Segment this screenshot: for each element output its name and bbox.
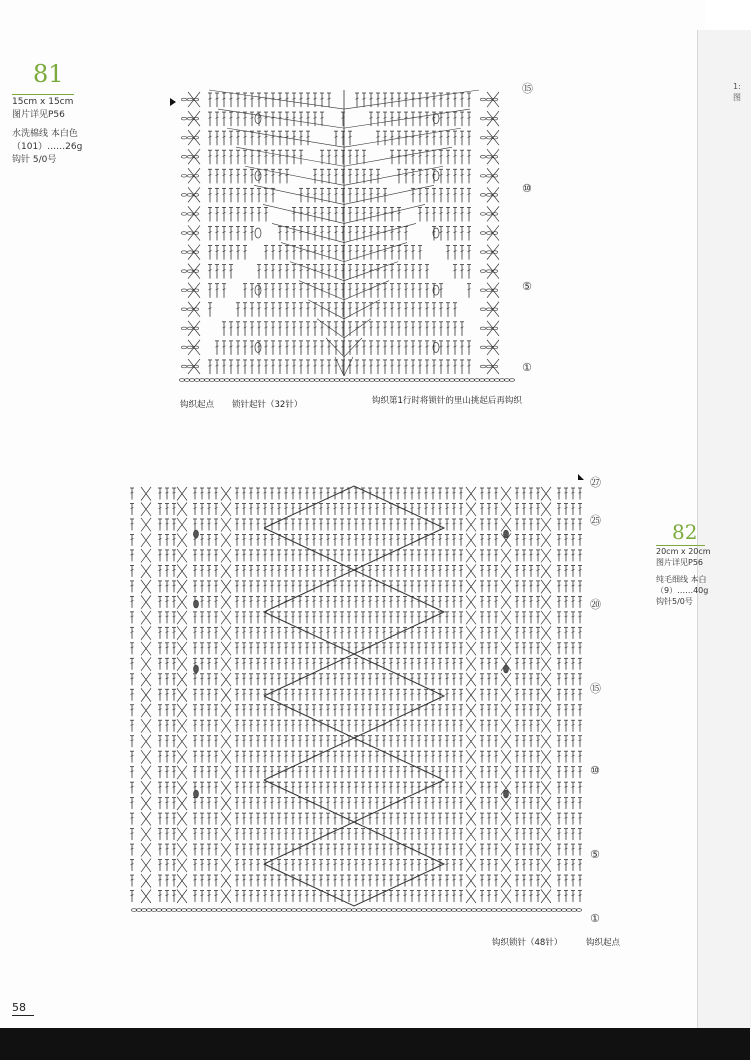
chain-mark — [141, 909, 146, 912]
chain-mark — [439, 379, 444, 382]
chain-mark — [146, 909, 151, 912]
chain-mark — [526, 909, 531, 912]
chain-mark — [261, 909, 266, 912]
branch-line — [263, 204, 344, 223]
chain-mark — [187, 175, 192, 178]
chain-mark — [404, 379, 409, 382]
pattern-81-yarn: 水洗棉线 本白色 — [12, 129, 78, 139]
chain-mark — [181, 308, 186, 311]
chain-mark — [571, 909, 576, 912]
chain-mark — [181, 232, 186, 235]
chain-mark — [181, 117, 186, 120]
chain-mark — [480, 155, 485, 158]
chain-mark — [221, 909, 226, 912]
row-marker-81-15: ⑮ — [522, 82, 533, 95]
chain-mark — [274, 379, 279, 382]
chain-mark — [176, 909, 181, 912]
chain-mark — [486, 194, 491, 197]
chain-mark — [187, 155, 192, 158]
chain-mark — [239, 379, 244, 382]
chain-mark — [406, 909, 411, 912]
chain-mark — [319, 379, 324, 382]
chain-mark — [231, 909, 236, 912]
chain-mark — [181, 175, 186, 178]
chain-mark — [376, 909, 381, 912]
chain-mark — [181, 251, 186, 254]
chain-mark — [469, 379, 474, 382]
chain-mark — [256, 909, 261, 912]
chain-mark — [426, 909, 431, 912]
chain-mark — [234, 379, 239, 382]
chain-mark — [187, 308, 192, 311]
chain-mark — [364, 379, 369, 382]
chain-mark — [271, 909, 276, 912]
chain-mark — [414, 379, 419, 382]
chain-mark — [531, 909, 536, 912]
chain-mark — [187, 251, 192, 254]
chain-mark — [219, 379, 224, 382]
chain-mark — [486, 213, 491, 216]
chain-mark — [216, 909, 221, 912]
chain-mark — [187, 346, 192, 349]
chain-mark — [541, 909, 546, 912]
chain-mark — [479, 379, 484, 382]
chain-mark — [444, 379, 449, 382]
chain-mark — [536, 909, 541, 912]
chain-mark — [379, 379, 384, 382]
chain-mark — [166, 909, 171, 912]
chain-mark — [281, 909, 286, 912]
pattern-81-note: 钩织第1行时将锁针的里山挑起后再钩织 — [372, 396, 522, 406]
chain-mark — [339, 379, 344, 382]
chain-mark — [204, 379, 209, 382]
chain-mark — [421, 909, 426, 912]
pattern-81-size: 15cm x 15cm — [12, 97, 74, 107]
chain-mark — [476, 909, 481, 912]
chain-mark — [499, 379, 504, 382]
chain-mark — [480, 98, 485, 101]
chain-mark — [211, 909, 216, 912]
chain-mark — [486, 346, 491, 349]
chain-mark — [374, 379, 379, 382]
chain-mark — [361, 909, 366, 912]
chain-mark — [399, 379, 404, 382]
chain-mark — [187, 117, 192, 120]
chain-mark — [241, 909, 246, 912]
chain-mark — [187, 98, 192, 101]
chain-mark — [576, 909, 581, 912]
chain-mark — [556, 909, 561, 912]
chain-mark — [371, 909, 376, 912]
chain-mark — [196, 909, 201, 912]
chain-mark — [384, 379, 389, 382]
bobble-mark — [255, 342, 261, 352]
pattern-81-number: 81 — [33, 60, 64, 88]
chain-mark — [454, 379, 459, 382]
chain-mark — [401, 909, 406, 912]
chain-mark — [279, 379, 284, 382]
chain-mark — [249, 379, 254, 382]
pattern-81-rule — [12, 94, 74, 95]
chain-mark — [344, 379, 349, 382]
chain-mark — [486, 365, 491, 368]
chain-mark — [566, 909, 571, 912]
chain-mark — [171, 909, 176, 912]
chain-mark — [276, 909, 281, 912]
chain-mark — [369, 379, 374, 382]
chain-mark — [486, 155, 491, 158]
chain-mark — [480, 136, 485, 139]
chain-mark — [459, 379, 464, 382]
chain-mark — [389, 379, 394, 382]
chain-mark — [291, 909, 296, 912]
chain-mark — [181, 346, 186, 349]
chain-mark — [236, 909, 241, 912]
chain-mark — [386, 909, 391, 912]
chain-mark — [429, 379, 434, 382]
chain-mark — [381, 909, 386, 912]
chain-mark — [486, 117, 491, 120]
branch-line — [344, 128, 461, 147]
chain-mark — [161, 909, 166, 912]
chain-mark — [489, 379, 494, 382]
chain-mark — [486, 289, 491, 292]
chain-mark — [136, 909, 141, 912]
start-arrow — [170, 98, 176, 106]
chain-mark — [484, 379, 489, 382]
chain-mark — [486, 175, 491, 178]
branch-line — [344, 338, 362, 357]
chain-mark — [289, 379, 294, 382]
chain-mark — [131, 909, 136, 912]
chain-mark — [181, 98, 186, 101]
chain-mark — [226, 909, 231, 912]
chain-mark — [181, 289, 186, 292]
chain-mark — [480, 270, 485, 273]
chain-mark — [436, 909, 441, 912]
chain-mark — [480, 232, 485, 235]
start-arrow — [578, 474, 584, 480]
chain-mark — [181, 909, 186, 912]
chain-mark — [187, 213, 192, 216]
chain-mark — [259, 379, 264, 382]
chain-mark — [509, 379, 514, 382]
chain-mark — [301, 909, 306, 912]
chain-mark — [191, 909, 196, 912]
chain-mark — [480, 251, 485, 254]
chain-mark — [181, 194, 186, 197]
chain-mark — [424, 379, 429, 382]
chain-mark — [181, 136, 186, 139]
chain-mark — [480, 289, 485, 292]
chain-mark — [209, 379, 214, 382]
chain-mark — [486, 232, 491, 235]
chain-mark — [284, 379, 289, 382]
chain-mark — [309, 379, 314, 382]
chain-mark — [480, 175, 485, 178]
row-marker-81-5: ⑤ — [522, 280, 532, 293]
chain-mark — [206, 909, 211, 912]
chain-mark — [486, 327, 491, 330]
chain-mark — [501, 909, 506, 912]
chain-mark — [341, 909, 346, 912]
chain-mark — [474, 379, 479, 382]
scan-shadow — [0, 1028, 750, 1060]
chain-mark — [324, 379, 329, 382]
chain-mark — [179, 379, 184, 382]
chain-mark — [246, 909, 251, 912]
chain-mark — [504, 379, 509, 382]
row-marker-81-1: ① — [522, 361, 532, 374]
chain-mark — [336, 909, 341, 912]
chain-mark — [396, 909, 401, 912]
facing-page-edge: 1: 图 — [697, 30, 751, 1030]
chain-mark — [446, 909, 451, 912]
chain-mark — [304, 379, 309, 382]
chain-mark — [366, 909, 371, 912]
chain-mark — [416, 909, 421, 912]
chain-mark — [187, 289, 192, 292]
chain-mark — [511, 909, 516, 912]
chain-mark — [334, 379, 339, 382]
pattern-81-amount: （101）……26g — [12, 142, 83, 152]
chain-mark — [224, 379, 229, 382]
chain-mark — [431, 909, 436, 912]
chain-mark — [201, 909, 206, 912]
chain-mark — [480, 327, 485, 330]
chain-mark — [254, 379, 259, 382]
chain-mark — [491, 909, 496, 912]
chain-mark — [187, 270, 192, 273]
chain-mark — [394, 379, 399, 382]
chain-mark — [244, 379, 249, 382]
chain-mark — [316, 909, 321, 912]
chain-mark — [551, 909, 556, 912]
chain-mark — [494, 379, 499, 382]
chain-mark — [486, 136, 491, 139]
chain-mark — [471, 909, 476, 912]
chain-mark — [296, 909, 301, 912]
chain-mark — [294, 379, 299, 382]
pattern-81-info — [12, 96, 82, 167]
chain-mark — [187, 327, 192, 330]
chain-mark — [156, 909, 161, 912]
chain-mark — [486, 308, 491, 311]
chain-mark — [349, 379, 354, 382]
chain-mark — [419, 379, 424, 382]
chain-mark — [186, 909, 191, 912]
chain-mark — [480, 117, 485, 120]
chain-mark — [321, 909, 326, 912]
chain-mark — [187, 136, 192, 139]
chain-mark — [187, 194, 192, 197]
chain-mark — [456, 909, 461, 912]
chain-mark — [521, 909, 526, 912]
chain-mark — [189, 379, 194, 382]
chain-mark — [184, 379, 189, 382]
chain-mark — [486, 251, 491, 254]
branch-line — [308, 300, 344, 319]
chain-mark — [506, 909, 511, 912]
chain-mark — [356, 909, 361, 912]
chain-mark — [314, 379, 319, 382]
chain-mark — [480, 213, 485, 216]
chain-mark — [269, 379, 274, 382]
chain-mark — [251, 909, 256, 912]
chain-mark — [480, 365, 485, 368]
chain-mark — [451, 909, 456, 912]
chain-mark — [299, 379, 304, 382]
bobble-mark — [255, 171, 261, 181]
chain-mark — [181, 270, 186, 273]
chain-mark — [264, 379, 269, 382]
chain-mark — [561, 909, 566, 912]
chain-mark — [480, 194, 485, 197]
chain-mark — [187, 365, 192, 368]
chain-mark — [409, 379, 414, 382]
pattern-81-chain-label: 锁针起针（32针） — [232, 400, 303, 410]
chain-mark — [181, 155, 186, 158]
chain-mark — [181, 327, 186, 330]
chain-mark — [346, 909, 351, 912]
bobble-mark — [255, 285, 261, 295]
chain-mark — [464, 379, 469, 382]
chain-mark — [181, 365, 186, 368]
row-marker-81-10: ⑩ — [522, 182, 532, 195]
chain-mark — [411, 909, 416, 912]
chain-mark — [286, 909, 291, 912]
chain-mark — [306, 909, 311, 912]
chain-mark — [151, 909, 156, 912]
chain-mark — [516, 909, 521, 912]
pattern-82-chart — [126, 474, 588, 934]
bobble-mark — [255, 228, 261, 238]
chain-mark — [229, 379, 234, 382]
chain-mark — [326, 909, 331, 912]
chain-mark — [359, 379, 364, 382]
chain-mark — [194, 379, 199, 382]
pattern-81-start-label: 钩织起点 — [180, 400, 215, 410]
chain-mark — [496, 909, 501, 912]
chain-mark — [480, 308, 485, 311]
chain-mark — [434, 379, 439, 382]
chain-mark — [449, 379, 454, 382]
chain-mark — [311, 909, 316, 912]
pattern-81-hook: 钩针 5/0号 — [12, 155, 57, 165]
pattern-81-ref: 图片详见P56 — [12, 110, 65, 120]
chain-mark — [199, 379, 204, 382]
chain-mark — [351, 909, 356, 912]
chain-mark — [466, 909, 471, 912]
chain-mark — [441, 909, 446, 912]
branch-line — [344, 243, 407, 262]
chain-mark — [187, 232, 192, 235]
chain-mark — [391, 909, 396, 912]
chain-mark — [214, 379, 219, 382]
pattern-81-chart — [168, 76, 528, 396]
chain-mark — [354, 379, 359, 382]
chain-mark — [331, 909, 336, 912]
chain-mark — [546, 909, 551, 912]
chain-mark — [486, 270, 491, 273]
chain-mark — [480, 346, 485, 349]
chain-mark — [329, 379, 334, 382]
chain-mark — [461, 909, 466, 912]
chain-mark — [181, 213, 186, 216]
chain-mark — [481, 909, 486, 912]
chain-mark — [266, 909, 271, 912]
chain-mark — [486, 909, 491, 912]
chain-mark — [486, 98, 491, 101]
